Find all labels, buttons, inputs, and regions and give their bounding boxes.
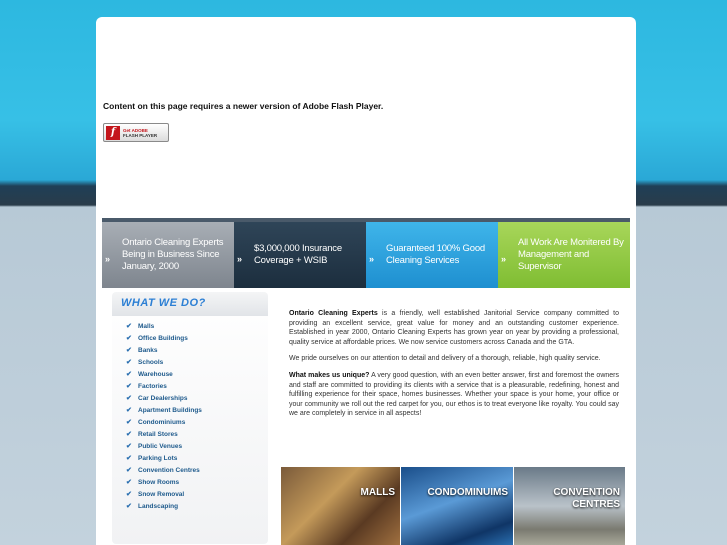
intro-paragraph: Ontario Cleaning Experts is a friendly, well established Janitorial Service company committed to providing an excellent service, great value for money and an outstanding customer experience. Established in year 2000, Ontario Cleaning Experts has grown year on year by providing a professional, quality service at affordable prices. We now service customers across Canada and the GTA. — [289, 310, 619, 346]
check-icon: ✔ — [126, 335, 132, 342]
sidebar-item-banks[interactable]: ✔ Banks — [126, 346, 158, 354]
unique-heading: What makes us unique? — [289, 371, 370, 379]
sidebar-item-public-venues[interactable]: ✔ Public Venues — [126, 442, 183, 450]
banner-in-business — [102, 218, 234, 288]
sidebar-item-malls[interactable]: ✔ Malls — [126, 322, 155, 330]
intro-content — [289, 309, 619, 426]
sidebar-item-office-buildings[interactable]: ✔ Office Buildings — [126, 334, 188, 342]
check-icon: ✔ — [126, 395, 132, 402]
sidebar-item-parking-lots[interactable]: ✔ Parking Lots — [126, 454, 178, 462]
check-icon: ✔ — [126, 443, 132, 450]
check-icon: ✔ — [126, 419, 132, 426]
banner-text: $3,000,000 Insurance Coverage + WSIB — [254, 243, 342, 266]
tile-label: MALLS — [360, 487, 395, 498]
check-icon: ✔ — [126, 479, 132, 486]
double-chevron-icon: » — [369, 254, 374, 264]
sidebar-item-car-dealerships[interactable]: ✔ Car Dealerships — [126, 394, 188, 402]
sidebar-item-apartment-buildings[interactable]: ✔ Apartment Buildings — [126, 406, 202, 414]
double-chevron-icon: » — [501, 254, 506, 264]
double-chevron-icon: » — [105, 254, 110, 264]
get-flash-player-button[interactable] — [103, 123, 169, 142]
sidebar-item-warehouse[interactable]: ✔ Warehouse — [126, 370, 173, 378]
check-icon: ✔ — [126, 431, 132, 438]
check-icon: ✔ — [126, 359, 132, 366]
banner-monitored — [498, 218, 630, 288]
sidebar-item-condominiums[interactable]: ✔ Condominiums — [126, 418, 186, 426]
banner-text: Ontario Cleaning Experts Being in Business Since January, 2000 — [122, 237, 224, 272]
check-icon: ✔ — [126, 323, 132, 330]
tile-convention-centres[interactable] — [513, 467, 625, 545]
feature-banner — [102, 218, 630, 288]
pride-paragraph: We pride ourselves on our attention to detail and delivery of a thorough, reliable, high quality service. — [289, 355, 601, 363]
sidebar-item-landscaping[interactable]: ✔ Landscaping — [126, 502, 179, 510]
services-menu — [112, 316, 268, 512]
banner-guarantee — [366, 218, 498, 288]
flash-logo-icon: f — [106, 126, 120, 140]
sidebar-item-schools[interactable]: ✔ Schools — [126, 358, 164, 366]
tile-label: CONVENTION CENTRES — [553, 487, 620, 510]
flash-badge-line2: FLASH PLAYER — [123, 132, 158, 138]
sidebar-item-convention-centres[interactable]: ✔ Convention Centres — [126, 466, 200, 474]
sidebar-item-retail-stores[interactable]: ✔ Retail Stores — [126, 430, 178, 438]
company-name: Ontario Cleaning Experts — [289, 310, 378, 317]
banner-insurance — [234, 218, 366, 288]
check-icon: ✔ — [126, 347, 132, 354]
banner-text: Guaranteed 100% Good Cleaning Services — [386, 243, 485, 266]
tile-label: CONDOMINUIMS — [427, 487, 508, 498]
tile-malls[interactable] — [281, 467, 400, 545]
check-icon: ✔ — [126, 491, 132, 498]
flash-warning-message: Content on this page requires a newer version of Adobe Flash Player. — [103, 101, 384, 111]
page-container — [96, 17, 636, 545]
sidebar-item-factories[interactable]: ✔ Factories — [126, 382, 167, 390]
check-icon: ✔ — [126, 455, 132, 462]
double-chevron-icon: » — [237, 254, 242, 264]
check-icon: ✔ — [126, 371, 132, 378]
sidebar-title: WHAT WE DO? — [112, 292, 268, 316]
sidebar-item-snow-removal[interactable]: ✔ Snow Removal — [126, 490, 185, 498]
flash-badge-line1: Get ADOBE — [123, 127, 148, 133]
check-icon: ✔ — [126, 467, 132, 474]
tile-condominiums[interactable] — [400, 467, 513, 545]
service-tiles — [281, 467, 625, 545]
unique-paragraph: What makes us unique? A very good question, with an even better answer, first and foremost the owners and staff are committed to providing its clients with a service that is a pleasurable, redefining, honest and fulfilling experience for their space, homes businesses. Whether your space is your home, your office or your community we roll out the red carpet for you, our ethos is to treat everyone like royalty. You could say we are completely in service in all aspects! — [289, 371, 619, 418]
check-icon: ✔ — [126, 383, 132, 390]
sidebar-item-show-rooms[interactable]: ✔ Show Rooms — [126, 478, 180, 486]
services-sidebar — [112, 292, 268, 544]
check-icon: ✔ — [126, 503, 132, 510]
banner-text: All Work Are Monitered By Management and Supervisor — [518, 237, 624, 272]
check-icon: ✔ — [126, 407, 132, 414]
